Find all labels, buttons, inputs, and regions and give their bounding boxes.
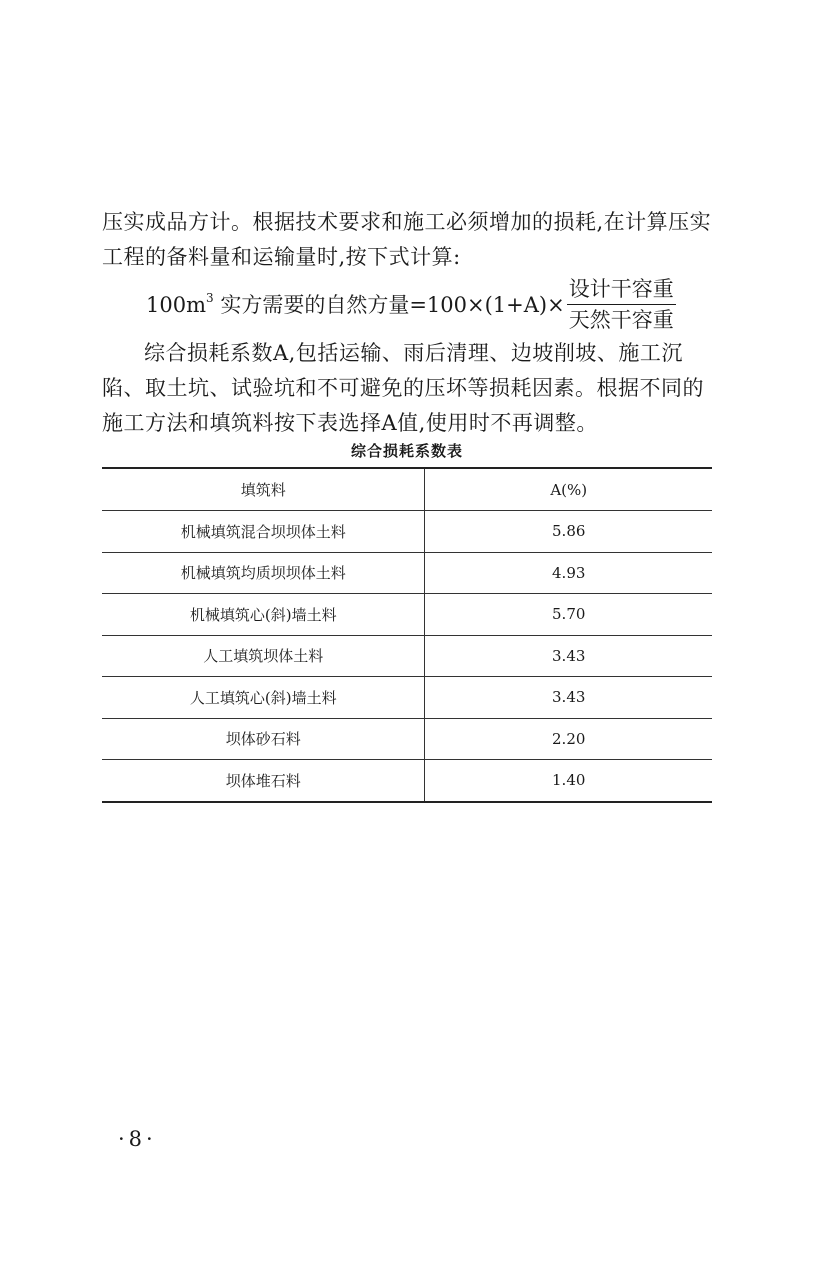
coefficient-paragraph: 综合损耗系数A,包括运输、雨后清理、边坡削坡、施工沉陷、取土坑、试验坑和不可避免的压坏等损耗因素。根据不同的施工方法和填筑料按下表选择A值,使用时不再调整。	[102, 341, 704, 435]
table-title: 综合损耗系数表	[350, 442, 463, 460]
table-header-row	[102, 468, 712, 511]
table-row	[102, 511, 712, 553]
coefficient-cell: 5.86	[425, 511, 712, 553]
material-cell: 坝体砂石料	[102, 718, 425, 760]
intro-paragraph: 压实成品方计。根据技术要求和施工必须增加的损耗,在计算压实工程的备料量和运输量时,按下式计算:	[102, 210, 712, 269]
coefficient-cell: 2.20	[425, 718, 712, 760]
loss-formula	[146, 274, 676, 334]
material-cell: 机械填筑心(斜)墙土料	[102, 594, 425, 636]
coefficient-cell: 3.43	[425, 677, 712, 719]
table-row	[102, 718, 712, 760]
formula-denominator: 天然干容重	[568, 307, 674, 332]
material-cell: 机械填筑混合坝坝体土料	[102, 511, 425, 553]
material-cell: 坝体堆石料	[102, 760, 425, 802]
coefficient-cell: 5.70	[425, 594, 712, 636]
formula-lhs-suffix: 实方需要的自然方量=100×(1+A)×	[213, 293, 565, 317]
table-row	[102, 635, 712, 677]
formula-lhs-exponent: 3	[206, 291, 214, 305]
material-cell: 机械填筑均质坝坝体土料	[102, 552, 425, 594]
material-cell: 人工填筑坝体土料	[102, 635, 425, 677]
formula-lhs-prefix: 100m	[146, 293, 206, 317]
coefficient-cell: 1.40	[425, 760, 712, 802]
formula-fraction	[567, 276, 676, 333]
header-material: 填筑料	[102, 468, 425, 511]
table-row	[102, 677, 712, 719]
coefficient-cell: 3.43	[425, 635, 712, 677]
coefficient-cell: 4.93	[425, 552, 712, 594]
loss-coefficient-table	[102, 467, 712, 803]
material-cell: 人工填筑心(斜)墙土料	[102, 677, 425, 719]
formula-lhs	[146, 289, 565, 319]
table-row	[102, 594, 712, 636]
header-coefficient: A(%)	[425, 468, 712, 511]
page-number: ·8·	[118, 1127, 157, 1151]
formula-numerator: 设计干容重	[567, 276, 676, 305]
table-row	[102, 552, 712, 594]
table-row	[102, 760, 712, 802]
